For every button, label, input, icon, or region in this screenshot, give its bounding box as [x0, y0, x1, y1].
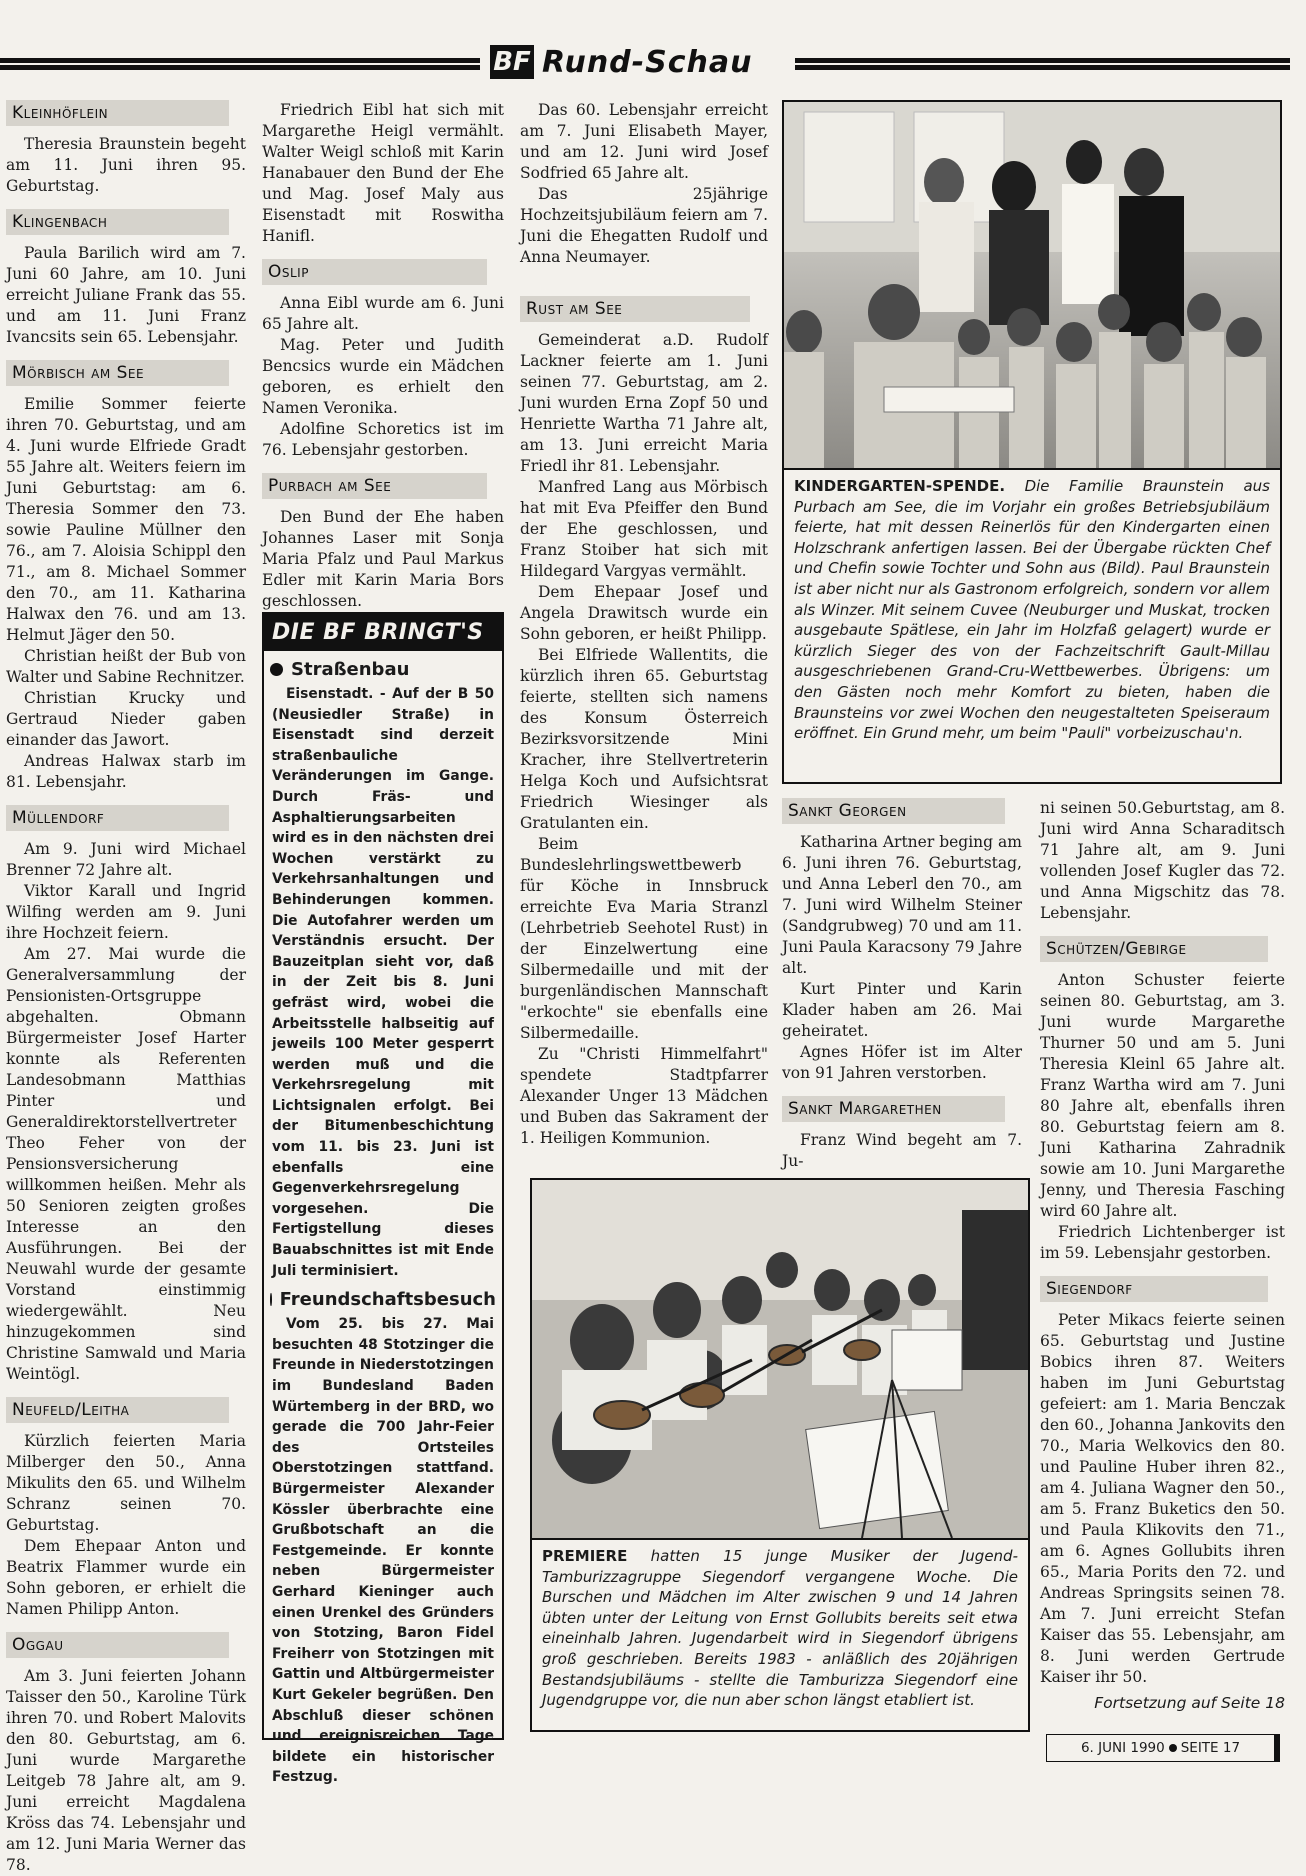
footer-date: 6. JUNI 1990 [1080, 1740, 1165, 1756]
section-head: Rust am See [520, 296, 750, 322]
column-5 [1040, 798, 1285, 1688]
bullet-icon [270, 663, 283, 676]
paragraph: Kürzlich feierten Maria Milberger den 50., Anna Mikulits den 65. und Wilhelm Schranz seinen 70. Geburtstag. [6, 1432, 246, 1534]
box-subhead-text: Straßenbau [291, 659, 410, 680]
section-head: Sankt Georgen [782, 798, 1005, 824]
paragraph: Den Bund der Ehe haben Johannes Laser mit Sonja Maria Pfalz und Paul Markus Edler mit Karin Maria Bors geschlossen. [262, 508, 504, 610]
caption-text: hatten 15 junge Musiker der Jugend-Tamburizzagruppe Siegendorf vergangene Woche. Die Burschen und Mädchen im Alter zwischen 9 und 14 Jahren übten unter der Leitung von Ernst Gollubits bereits seit etwa eineinhalb Jahren. Jugendarbeit wird in Siegendorf übrigens groß geschrieben. Bereits 1983 - anläßlich des 20jährigen Bestandsjubiläums - stellte die Tamburizza Siegendorf eine Jugendgruppe vor, die nun aber schon längst etabliert ist. [542, 1547, 1018, 1710]
bf-bringts-box [262, 612, 504, 1786]
box-paragraph: Eisenstadt. - Auf der B 50 (Neusiedler Straße) in Eisenstadt sind derzeit straßenbauliche Veränderungen im Gange. Durch Fräs- und Asphaltierungsarbeiten wird es in den nächsten drei Wochen verstärkt zu Verkehrsanhaltungen und Behinderungen kommen. Die Autofahrer werden um Verständnis ersucht. Der Bauzeitplan sieht vor, daß in der Zeit bis 8. Juni gefräst wird, wobei die Arbeitsstelle halbseitig auf jeweils 100 Meter gesperrt werden muß und die Verkehrsregelung mit Lichtsignalen erfolgt. Bei der Bitumenbeschichtung vom 11. bis 23. Juni ist ebenfalls eine Gegenverkehrsregelung vorgesehen. Die Fertigstellung dieses Bauabschnittes ist mit Ende Juli terminisiert. [272, 686, 494, 1279]
column-4 [782, 798, 1022, 1172]
box-subhead-text: Freundschaftsbesuch [279, 1289, 496, 1311]
box-subhead [270, 659, 496, 680]
paragraph: Dem Ehepaar Josef und Angela Drawitsch wurde ein Sohn geboren, er heißt Philipp. [520, 583, 768, 643]
paragraph: Das 25jährige Hochzeitsjubiläum feiern am 7. Juni die Ehegatten Rudolf und Anna Neumayer. [520, 185, 768, 266]
bf-logo: BF [490, 45, 534, 79]
paragraph: Am 3. Juni feierten Johann Taisser den 50., Karoline Türk ihren 70. und Robert Malovits den 80. Geburtstag, am 6. Juni wurde Margarethe Leitgeb 78 Jahre alt, am 9. Juni erreicht Magdalena Kröss das 74. Lebensjahr und am 12. Juni Maria Werner das 78. [6, 1667, 246, 1874]
paragraph: Das 60. Lebensjahr erreicht am 7. Juni Elisabeth Mayer, und am 12. Juni wird Josef Sodfried 65 Jahre alt. [520, 101, 768, 182]
kindergarten-photo-image [784, 102, 1280, 468]
paragraph: Am 9. Juni wird Michael Brenner 72 Jahre alt. [6, 840, 246, 879]
section-head: Schützen/Gebirge [1040, 936, 1268, 962]
paragraph: Adolfine Schoretics ist im 76. Lebensjahr gestorben. [262, 420, 504, 459]
paragraph: Theresia Braunstein begeht am 11. Juni ihren 95. Geburtstag. [6, 135, 246, 195]
paragraph: Dem Ehepaar Anton und Beatrix Flammer wurde ein Sohn geboren, er erhielt die Namen Philipp Anton. [6, 1537, 246, 1618]
continuation-note: Fortsetzung auf Seite 18 [1094, 1694, 1285, 1712]
paragraph: Friedrich Lichtenberger ist im 59. Lebensjahr gestorben. [1040, 1223, 1285, 1262]
section-head: Oggau [6, 1632, 229, 1658]
page-footer [1046, 1734, 1280, 1762]
paragraph: Christian heißt der Bub von Walter und Sabine Rechnitzer. [6, 647, 246, 686]
caption-lead: PREMIERE [542, 1547, 628, 1565]
paragraph: Franz Wind begeht am 7. Ju- [782, 1131, 1022, 1170]
paragraph: Bei Elfriede Wallentits, die kürzlich ihren 65. Geburtstag feierte, stellten sich namens des Konsum Österreich Bezirksvorsitzende Mini Kracher, ihre Stellvertreterin Helga Koch und Aufsichtsrat Friedrich Wiesinger als Gratulanten ein. [520, 646, 768, 832]
section-head: Siegendorf [1040, 1276, 1268, 1302]
section-head: Neufeld/Leitha [6, 1397, 229, 1423]
section-head: Oslip [262, 259, 487, 285]
box-paragraph: Vom 25. bis 27. Mai besuchten 48 Stotzinger die Freunde in Niederstotzingen im Bundesland Baden Würtemberg in der BRD, wo gerade die 700 Jahr-Feier des Ortsteiles Oberstotzingen stattfand. Bürgermeister Alexander Kössler überbrachte eine Grußbotschaft an die Festgemeinde. Er konnte neben Bürgermeister Gerhard Kieninger auch einen Urenkel des Gründers von Stotzing, Baron Fidel Freiherr von Stotzingen mit Gattin und Altbürgermeister Kurt Gekeler begrüßen. Den Abschluß dieser schönen und ereignisreichen Tage bildete ein historischer Festzug. [272, 1316, 494, 1786]
section-head: Müllendorf [6, 805, 229, 831]
paragraph: Anna Eibl wurde am 6. Juni 65 Jahre alt. [262, 294, 504, 333]
column-3 [520, 100, 768, 1149]
section-title: Rund-Schau [542, 44, 753, 80]
masthead-rule-right [795, 58, 1290, 70]
tamburizza-caption [530, 1540, 1030, 1732]
paragraph: Beim Bundeslehrlingswettbewerb für Köche in Innsbruck erreichte Eva Maria Stranzl (Lehrbetrieb Seehotel Rust) in der Einzelwertung eine Silbermedaille und mit der burgenländischen Mannschaft "erkochte" sie ebenfalls eine Silbermedaille. [520, 835, 768, 1042]
box-subhead [270, 1289, 496, 1310]
paragraph: Zu "Christi Himmelfahrt" spendete Stadtpfarrer Alexander Unger 13 Mädchen und Buben das Sakrament der 1. Heiligen Kommunion. [520, 1045, 768, 1147]
paragraph: Friedrich Eibl hat sich mit Margarethe Heigl vermählt. Walter Weigl schloß mit Karin Hanabauer den Bund der Ehe und Mag. Josef Maly aus Eisenstadt mit Roswitha Hanifl. [262, 101, 504, 245]
section-head: Mörbisch am See [6, 360, 229, 386]
paragraph: Peter Mikacs feierte seinen 65. Geburtstag und Justine Bobics ihren 87. Weiters haben im Juni Geburtstag gefeiert: am 1. Maria Benczak den 60., Johanna Jankovits den 70., Maria Welkovics den 80. und Pauline Huber ihren 82., am 4. Juliana Wagner den 50., am 5. Franz Buketics den 50. und Paula Klikovits den 71., am 6. Agnes Gollubits ihren 65., Maria Porits den 72. und Andreas Springsits seinen 78. Am 7. Juni erreicht Stefan Kaiser das 55. Lebensjahr, am 8. Juni werden Gertrude Kaiser ihr 50. [1040, 1311, 1285, 1686]
paragraph: Christian Krucky und Gertraud Nieder gaben einander das Jawort. [6, 689, 246, 749]
paragraph: Viktor Karall und Ingrid Wilfing werden am 9. Juni ihre Hochzeit feiern. [6, 882, 246, 942]
paragraph: Paula Barilich wird am 7. Juni 60 Jahre, am 10. Juni erreicht Juliane Frank das 55. und am 11. Juni Franz Ivancsits sein 65. Lebensjahr. [6, 244, 246, 346]
paragraph: Mag. Peter und Judith Bencsics wurde ein Mädchen geboren, es erhielt den Namen Veronika. [262, 336, 504, 417]
paragraph: Agnes Höfer ist im Alter von 91 Jahren verstorben. [782, 1043, 1022, 1082]
bullet-icon [270, 1293, 272, 1306]
column-1 [6, 100, 246, 1876]
paragraph: ni seinen 50.Geburtstag, am 8. Juni wird Anna Scharaditsch 71 Jahre alt, am 9. Juni vollenden Josef Kugler das 72. und Anna Migschitz das 78. Lebensjahr. [1040, 799, 1285, 922]
section-head: Kleinhöflein [6, 100, 229, 126]
box-title: DIE BF BRINGT'S [264, 614, 502, 651]
bullet-icon [1169, 1744, 1177, 1752]
paragraph: Gemeinderat a.D. Rudolf Lackner feierte am 1. Juni seinen 77. Geburtstag, am 2. Juni wurden Erna Zopf 50 und Henriette Wartha 71 Jahre alt, am 13. Juni erreicht Maria Friedl ihr 81. Lebensjahr. [520, 331, 768, 475]
tamburizza-photo-image [532, 1180, 1028, 1538]
masthead-rule-left [0, 58, 480, 70]
paragraph: Anton Schuster feierte seinen 80. Geburtstag, am 3. Juni wurde Margarethe Thurner 50 und am 5. Juni Theresia Kleinl 65 Jahre alt. Franz Wartha wird am 7. Juni 80 Jahre alt, ebenfalls ihren 80. Geburtstag feiern am 8. Juni Katharina Zahradnik sowie am 10. Juni Margarethe Jenny, und Theresia Fasching wird 60 Jahre alt. [1040, 971, 1285, 1220]
paragraph: Katharina Artner beging am 6. Juni ihren 76. Geburtstag, und Anna Leberl den 70., am 7. Juni wird Wilhelm Steiner (Sandgrubweg) 70 und am 11. Juni Paula Karacsony 79 Jahre alt. [782, 833, 1022, 977]
paragraph: Kurt Pinter und Karin Klader haben am 26. Mai geheiratet. [782, 980, 1022, 1040]
masthead [0, 44, 1290, 88]
section-head: Klingenbach [6, 209, 229, 235]
caption-text: Die Familie Braunstein aus Purbach am See, die im Vorjahr ein großes Betriebsjubiläum feierte, hat mit dessen Reinerlös für den Kindergarten einen Holzschrank anfertigen lassen. Bei der Übergabe rückten Chef und Chefin sowie Tochter und Sohn aus (Bild). Paul Braunstein ist aber nicht nur als Gastronom erfolgreich, sondern vor allem als Winzer. Mit seinem Cuvee (Neuburger und Muskat, trocken ausgebaute Spätlese, ein Jahr im Holzfaß gelagert) wurde er kürzlich Sieger des von der Fachzeitschrift Gault-Millau ausgeschriebenen Grand-Cru-Wettbewerbes. Übrigens: um den Gästen noch mehr Komfort zu bieten, haben die Braunsteins vor zwei Wochen den neugestalteten Speiseraum eröffnet. Ein Grund mehr, um beim "Pauli" vorbeizuschau'n. [794, 477, 1270, 743]
footer-page: SEITE 17 [1180, 1740, 1241, 1756]
section-head: Sankt Margarethen [782, 1096, 1005, 1122]
tamburizza-photo [530, 1178, 1030, 1540]
masthead-title-group [490, 42, 790, 82]
column-2 [262, 100, 504, 612]
paragraph: Manfred Lang aus Mörbisch hat mit Eva Pfeiffer den Bund der Ehe geschlossen, und Franz Stoiber hat sich mit Hildegard Vargyas vermählt. [520, 478, 768, 580]
kindergarten-caption [782, 470, 1282, 784]
kindergarten-photo [782, 100, 1282, 470]
section-head: Purbach am See [262, 473, 487, 499]
caption-lead: KINDERGARTEN-SPENDE. [794, 477, 1006, 495]
paragraph: Emilie Sommer feierte ihren 70. Geburtstag, und am 4. Juni wurde Elfriede Gradt 55 Jahre alt. Weiters feiern im Juni Geburtstag: am 6. Theresia Sommer den 73. sowie Pauline Müllner den 76., am 7. Aloisia Schippl den 71., am 8. Michael Sommer den 70., am 11. Katharina Halwax den 76. und am 13. Helmut Jäger den 50. [6, 395, 246, 644]
paragraph: Am 27. Mai wurde die Generalversammlung der Pensionisten-Ortsgruppe abgehalten. Obmann Bürgermeister Josef Harter konnte als Referenten Landesobmann Matthias Pinter und Generaldirektorstellvertreter Theo Feher von der Pensionsversicherung willkommen heißen. Mehr als 50 Senioren zeigten großes Interesse an den Ausführungen. Bei der Neuwahl wurde der gesamte Vorstand einstimmig wiedergewählt. Neu hinzugekommen sind Christine Samwald und Maria Weintögl. [6, 945, 246, 1383]
paragraph: Andreas Halwax starb im 81. Lebensjahr. [6, 752, 246, 791]
